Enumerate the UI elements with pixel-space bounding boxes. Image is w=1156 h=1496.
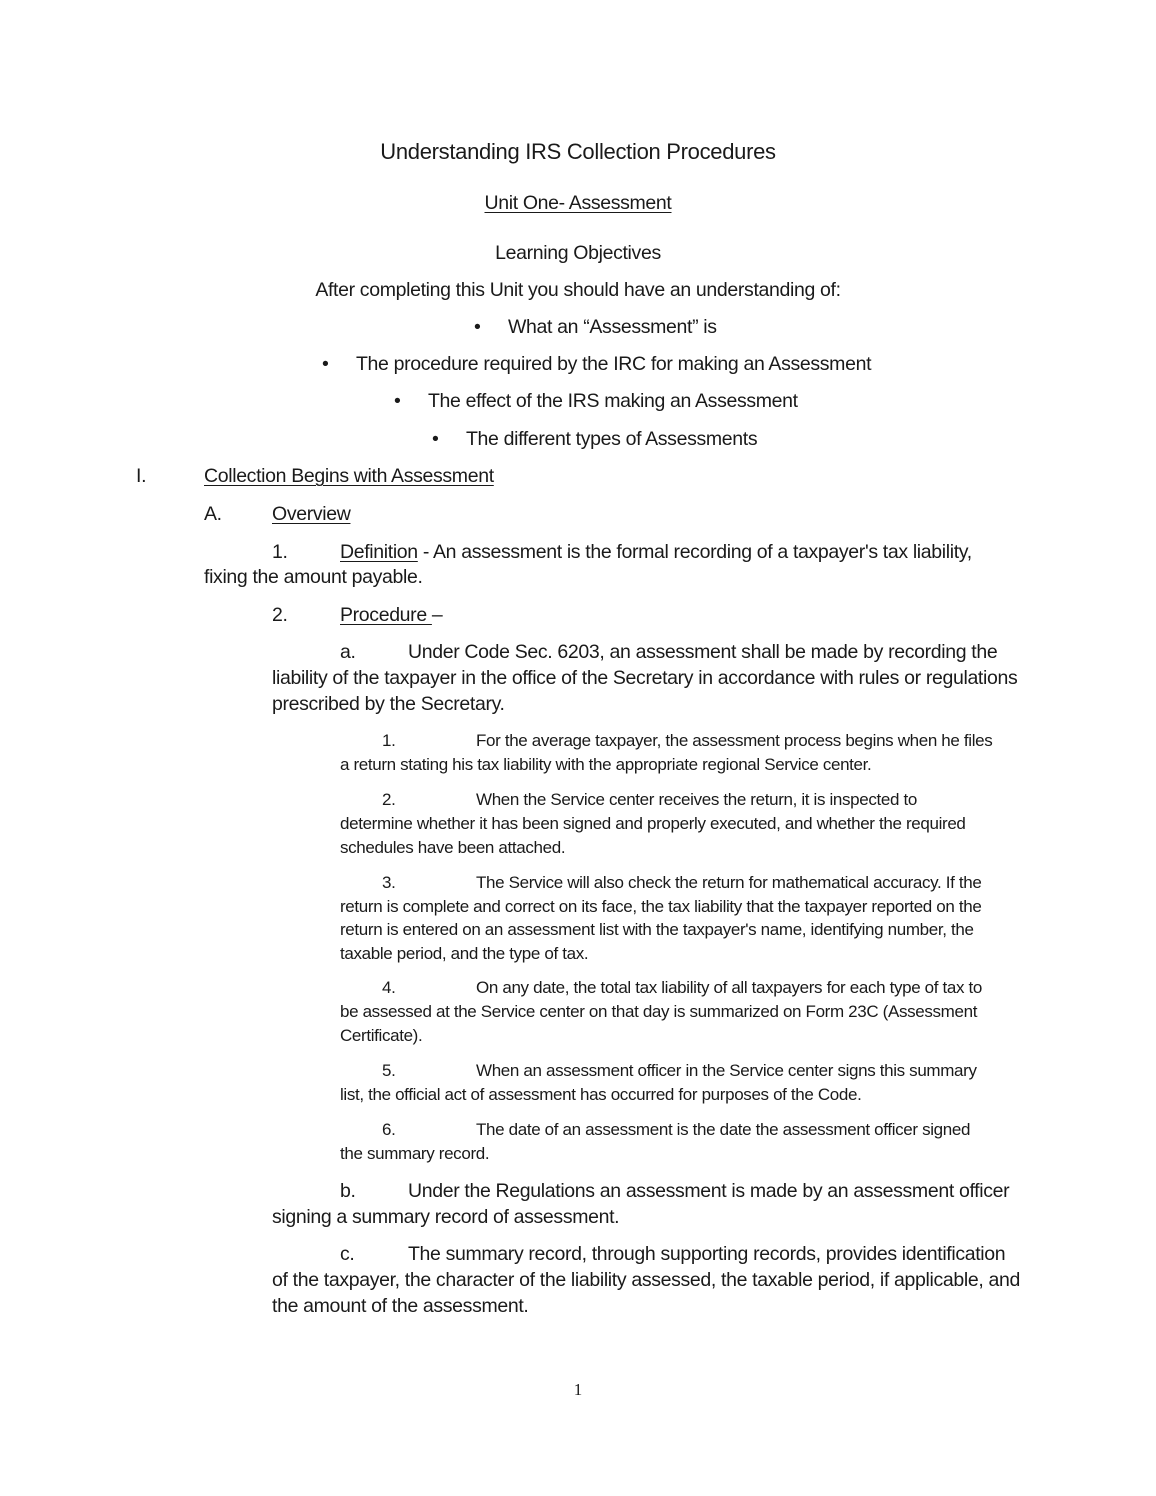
subitem-line: When an assessment officer in the Service center signs this summary (476, 1061, 977, 1080)
objective-item: • The different types of Assessments (432, 428, 758, 450)
subitem-line: return is entered on an assessment list with the taxpayer's name, identifying number, the (340, 920, 974, 939)
objective-item: • The effect of the IRS making an Assessment (394, 390, 798, 412)
subitem-marker: 2. (382, 790, 396, 809)
section-I-marker: I. (136, 465, 147, 487)
subitem-line: be assessed at the Service center on that day is summarized on Form 23C (Assessment (340, 1002, 978, 1021)
bullet-icon: • (322, 353, 329, 375)
subitem-marker: 3. (382, 873, 396, 892)
objective-item: • The procedure required by the IRC for making an Assessment (322, 353, 872, 375)
bullet-icon: • (474, 316, 481, 338)
subitem-line: determine whether it has been signed and properly executed, and whether the required (340, 814, 966, 833)
definition-item: 1. (272, 541, 288, 563)
section-A-heading: Overview (272, 503, 351, 525)
item-a-line: liability of the taxpayer in the office of the Secretary in accordance with rules or regulations (272, 667, 1018, 689)
section-A-marker: A. (204, 503, 222, 525)
item-c-line: The summary record, through supporting records, provides identification (408, 1243, 1006, 1265)
subitem-line: schedules have been attached. (340, 838, 566, 857)
subitem-line: taxable period, and the type of tax. (340, 944, 589, 963)
subitem-line: On any date, the total tax liability of all taxpayers for each type of tax to (476, 978, 983, 997)
subitem-line: the summary record. (340, 1144, 490, 1163)
unit-heading (0, 192, 1156, 215)
objectives-heading: Learning Objectives (495, 242, 661, 264)
item-b-line: signing a summary record of assessment. (272, 1206, 620, 1228)
procedure-marker: 2. (272, 604, 288, 626)
unit-heading-text: Unit One- Assessment (484, 192, 672, 214)
section-I-heading: Collection Begins with Assessment (204, 465, 494, 487)
objective-item: • What an “Assessment” is (474, 316, 717, 338)
item-c-line: the amount of the assessment. (272, 1295, 529, 1317)
subitem-marker: 1. (382, 731, 396, 750)
subitem-line: Certificate). (340, 1026, 423, 1045)
item-b-line: Under the Regulations an assessment is made by an assessment officer (408, 1180, 1010, 1202)
item-a-line: prescribed by the Secretary. (272, 693, 505, 715)
item-c-line: of the taxpayer, the character of the liability assessed, the taxable period, if applicable, and (272, 1269, 1020, 1291)
subitem-line: return is complete and correct on its face, the tax liability that the taxpayer reported on the (340, 897, 982, 916)
definition-line-1: Definition - An assessment is the formal recording of a taxpayer's tax liability, (340, 541, 972, 563)
definition-term: Definition (340, 541, 418, 563)
page-number: 1 (573, 1380, 583, 1399)
item-b-marker: b. (340, 1180, 356, 1202)
subitem-line: a return stating his tax liability with the appropriate regional Service center. (340, 755, 872, 774)
bullet-icon: • (394, 390, 401, 412)
document-title: Understanding IRS Collection Procedures (380, 139, 776, 164)
subitem-marker: 6. (382, 1120, 396, 1139)
item-a-line: Under Code Sec. 6203, an assessment shall be made by recording the (408, 641, 998, 663)
subitem-marker: 4. (382, 978, 396, 997)
subitem-line: list, the official act of assessment has occurred for purposes of the Code. (340, 1085, 862, 1104)
subitem-line: When the Service center receives the return, it is inspected to (476, 790, 917, 809)
item-a-marker: a. (340, 641, 356, 663)
subitem-line: For the average taxpayer, the assessment process begins when he files (476, 731, 993, 750)
procedure-heading: Procedure – (340, 604, 443, 626)
definition-line-2: fixing the amount payable. (204, 566, 423, 588)
bullet-icon: • (432, 428, 439, 450)
subitem-line: The Service will also check the return for mathematical accuracy. If the (476, 873, 982, 892)
subitem-marker: 5. (382, 1061, 396, 1080)
item-c-marker: c. (340, 1243, 355, 1265)
objectives-intro: After completing this Unit you should have an understanding of: (315, 279, 841, 301)
subitem-line: The date of an assessment is the date the assessment officer signed (476, 1120, 971, 1139)
